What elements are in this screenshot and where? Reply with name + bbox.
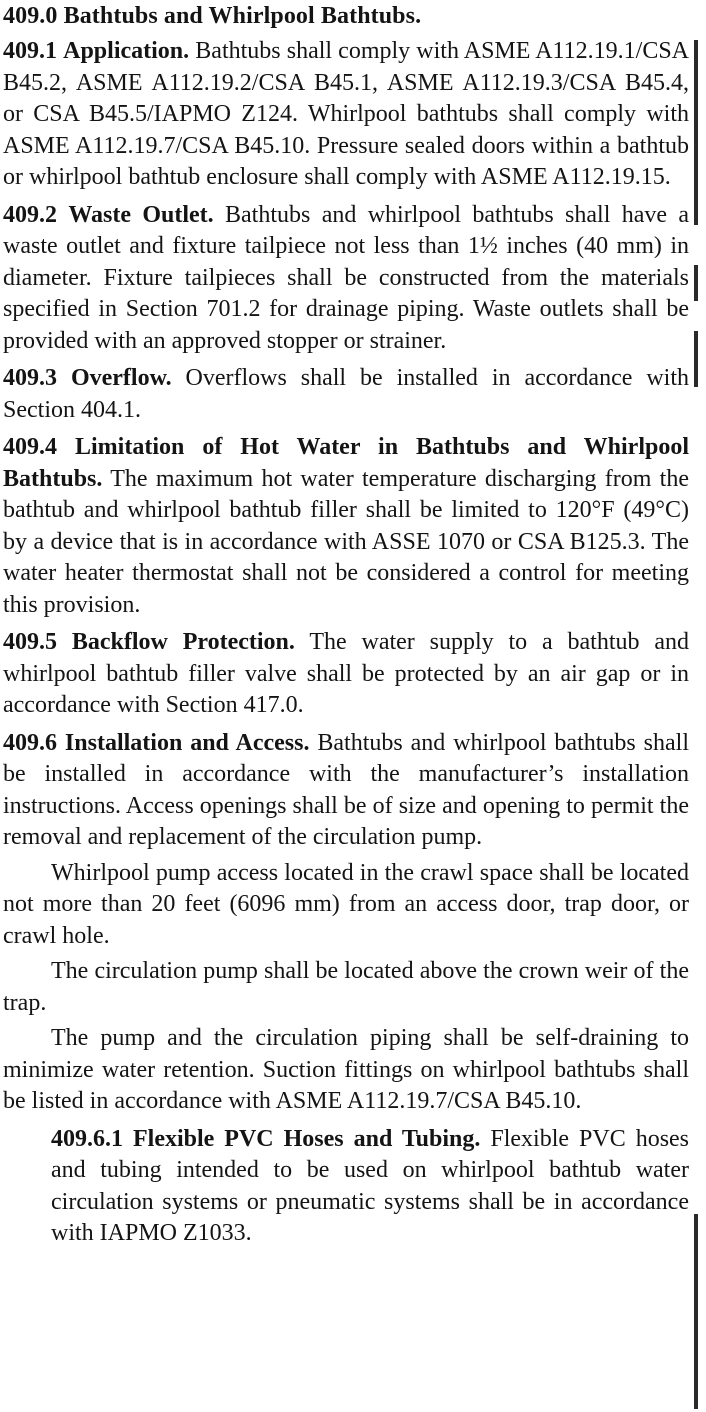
section-body: Bathtubs shall comply with ASME A112.19.1/CSA B45.2, ASME A112.19.2/CSA B45.1, ASME A112.19.3/CSA B45.4, or CSA B45.5/IAPMO Z124. Whirlpool bathtubs shall comply with ASME A112.19.7/CSA B45.10. Pressure sealed doors within a bathtub or whirlpool bathtub enclosure shall comply with ASME A112.19.15. — [3, 38, 690, 190]
section-body: Bathtubs and whirlpool bathtubs shall be installed in accordance with the manufacturer’s installation instructions. Access openings shall be of size and opening to permit the removal and replacement of the circulation pump. — [3, 729, 690, 850]
revision-bar — [694, 40, 698, 225]
continuation-paragraph: Whirlpool pump access located in the crawl space shall be located not more than 20 feet (6096 mm) from an access door, trap door, or crawl hole. — [3, 859, 689, 949]
section-number: 409.1 — [3, 38, 57, 64]
section-body: Overflows shall be installed in accordance with Section 404.1. — [3, 365, 689, 423]
revision-bar — [694, 1214, 698, 1409]
section-heading: Waste Outlet. — [68, 201, 214, 228]
section-number: 409.5 — [3, 629, 57, 655]
section-heading: Backflow Protection. — [71, 629, 295, 655]
section-body: Flexible PVC hoses and tubing intended to be used on whirlpool bathtub water circulation systems or pneumatic systems shall be in accordance with IAPMO Z1033. — [51, 1125, 690, 1246]
continuation-paragraph: The circulation pump shall be located above the crown weir of the trap. — [3, 958, 689, 1016]
section-heading: Overflow. — [70, 365, 172, 391]
section-409-2 — [3, 200, 689, 358]
section-heading: Application. — [63, 38, 190, 64]
section-409-6-1 — [3, 1124, 689, 1250]
section-body: Bathtubs and whirlpool bathtubs shall have a waste outlet and fixture tailpiece not less than 1½ inches (40 mm) in diameter. Fixture tailpieces shall be constructed from the materials specified in Section 701.2 for drainage piping. Waste outlets shall be provided with an approved stopper or strainer. — [3, 201, 689, 354]
revision-bar — [694, 265, 698, 301]
section-number: 409.3 — [3, 365, 57, 391]
section-body: The maximum hot water temperature discharging from the bathtub and whirlpool bathtub filler shall be limited to 120°F (49°C) by a device that is in accordance with ASSE 1070 or CSA B125.3. The water heater thermostat shall not be considered a control for meeting this provision. — [3, 465, 689, 618]
section-409-1 — [3, 36, 689, 194]
section-heading: Limitation of Hot Water in Bathtubs and Whirlpool Bathtubs. — [3, 434, 690, 492]
revision-bar — [694, 331, 698, 387]
section-number: 409.4 — [3, 434, 57, 460]
section-number: 409.6.1 — [51, 1125, 123, 1152]
section-heading: Installation and Access. — [64, 729, 310, 756]
continuation-paragraph: The pump and the circulation piping shall be self-draining to minimize water retention. Suction fittings on whirlpool bathtubs shall be listed in accordance with ASME A112.19.7/CSA B45.10. — [3, 1025, 689, 1114]
section-409-3 — [3, 363, 689, 426]
section-409-6 — [3, 728, 689, 854]
code-page — [3, 0, 689, 1250]
section-number: 409.2 — [3, 201, 57, 228]
section-heading: Flexible PVC Hoses and Tubing. — [133, 1125, 481, 1152]
section-body: The water supply to a bathtub and whirlpool bathtub filler valve shall be protected by an air gap or in accordance with Section 417.0. — [3, 629, 690, 718]
section-409-5 — [3, 627, 689, 722]
section-title: 409.0 Bathtubs and Whirlpool Bathtubs. — [3, 3, 422, 29]
section-409-4 — [3, 432, 689, 621]
section-number: 409.6 — [3, 729, 57, 756]
